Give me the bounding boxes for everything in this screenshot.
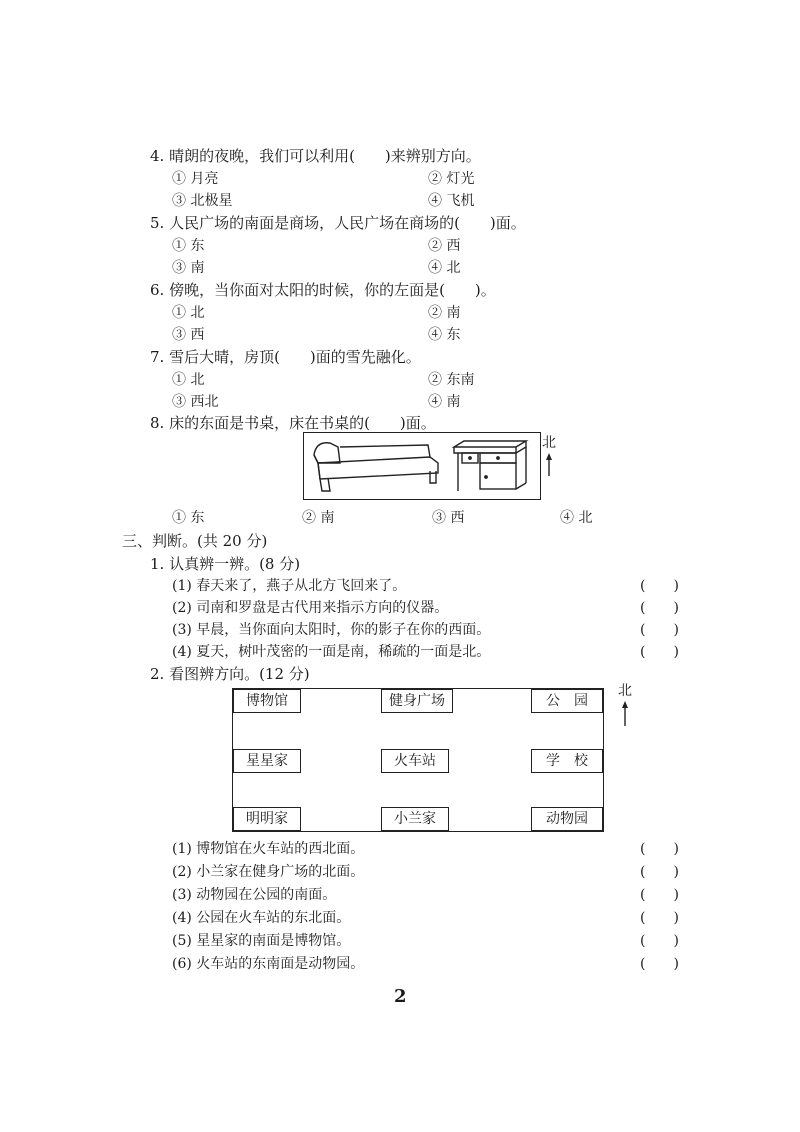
q7-option-1: ① 北 [172, 372, 205, 388]
q5-option-2: ② 西 [428, 238, 461, 254]
part2-item-3: (3) 动物园在公园的南面。 [172, 887, 337, 903]
map-xiaolan-home: 小兰家 [381, 807, 449, 831]
part2-item-1: (1) 博物馆在火车站的西北面。 [172, 841, 365, 857]
north-arrow-icon [540, 452, 558, 478]
map-museum: 博物馆 [233, 689, 301, 713]
part1-answer-3[interactable]: ( ) [640, 622, 679, 638]
part2-item-2: (2) 小兰家在健身广场的北面。 [172, 864, 365, 880]
map-train-station: 火车站 [381, 749, 449, 773]
part1-item-4: (4) 夏天，树叶茂密的一面是南，稀疏的一面是北。 [172, 644, 491, 660]
q4-option-3: ③ 北极星 [172, 193, 233, 209]
q6-option-3: ③ 西 [172, 327, 205, 343]
bed-icon [314, 443, 438, 491]
q7-option-2: ② 东南 [428, 372, 475, 388]
q7-option-3: ③ 西北 [172, 394, 219, 410]
q7-option-4: ④ 南 [428, 394, 461, 410]
q8-option-4: ④ 北 [560, 510, 593, 526]
q8-north-label: 北 [542, 435, 556, 451]
map-mingming-home: 明明家 [233, 807, 301, 831]
part2-answer-2[interactable]: ( ) [640, 864, 679, 880]
section3-title: 三、判断。(共 20 分) [122, 532, 268, 550]
part2-item-5: (5) 星星家的南面是博物馆。 [172, 933, 351, 949]
part2-answer-4[interactable]: ( ) [640, 910, 679, 926]
part1-item-3: (3) 早晨，当你面向太阳时，你的影子在你的西面。 [172, 622, 491, 638]
desk-icon [454, 441, 526, 491]
bed-desk-figure [303, 432, 541, 500]
part1-item-1: (1) 春天来了，燕子从北方飞回来了。 [172, 578, 407, 594]
page-number: 2 [394, 986, 407, 1007]
map-north-label: 北 [618, 683, 632, 699]
q4-option-4: ④ 飞机 [428, 193, 475, 209]
part2-title: 2. 看图辨方向。(12 分) [150, 665, 310, 683]
map-zoo: 动物园 [531, 807, 603, 831]
map-north-indicator [616, 680, 634, 732]
part2-answer-1[interactable]: ( ) [640, 841, 679, 857]
q6-option-2: ② 南 [428, 305, 461, 321]
q4-option-1: ① 月亮 [172, 171, 219, 187]
bed-desk-drawing [304, 433, 540, 499]
part1-answer-1[interactable]: ( ) [640, 578, 679, 594]
part2-item-6: (6) 火车站的东南面是动物园。 [172, 956, 365, 972]
map-school: 学 校 [531, 749, 603, 773]
q8-north-indicator [540, 432, 558, 482]
part2-answer-5[interactable]: ( ) [640, 933, 679, 949]
map-north-arrow-icon [616, 700, 634, 728]
q6-stem: 6. 傍晚，当你面对太阳的时候，你的左面是( )。 [150, 281, 496, 299]
q5-stem: 5. 人民广场的南面是商场，人民广场在商场的( )面。 [150, 214, 526, 232]
q6-option-4: ④ 东 [428, 327, 461, 343]
q7-stem: 7. 雪后大晴，房顶( )面的雪先融化。 [150, 348, 421, 366]
map-xingxing-home: 星星家 [233, 749, 301, 773]
part1-title: 1. 认真辨一辨。(8 分) [150, 555, 301, 573]
direction-map [232, 688, 604, 832]
q4-option-2: ② 灯光 [428, 171, 475, 187]
map-park: 公 园 [531, 689, 603, 713]
q8-option-3: ③ 西 [432, 510, 465, 526]
q5-option-1: ① 东 [172, 238, 205, 254]
q6-option-1: ① 北 [172, 305, 205, 321]
part2-item-4: (4) 公园在火车站的东北面。 [172, 910, 351, 926]
part1-answer-4[interactable]: ( ) [640, 644, 679, 660]
q8-option-2: ② 南 [302, 510, 335, 526]
part1-item-2: (2) 司南和罗盘是古代用来指示方向的仪器。 [172, 600, 449, 616]
q5-option-3: ③ 南 [172, 260, 205, 276]
part1-answer-2[interactable]: ( ) [640, 600, 679, 616]
part2-answer-6[interactable]: ( ) [640, 956, 679, 972]
q4-stem: 4. 晴朗的夜晚，我们可以利用( )来辨别方向。 [150, 147, 481, 165]
map-fitness-square: 健身广场 [381, 689, 453, 713]
q8-stem: 8. 床的东面是书桌，床在书桌的( )面。 [150, 414, 436, 432]
q5-option-4: ④ 北 [428, 260, 461, 276]
part2-answer-3[interactable]: ( ) [640, 887, 679, 903]
q8-option-1: ① 东 [172, 510, 205, 526]
